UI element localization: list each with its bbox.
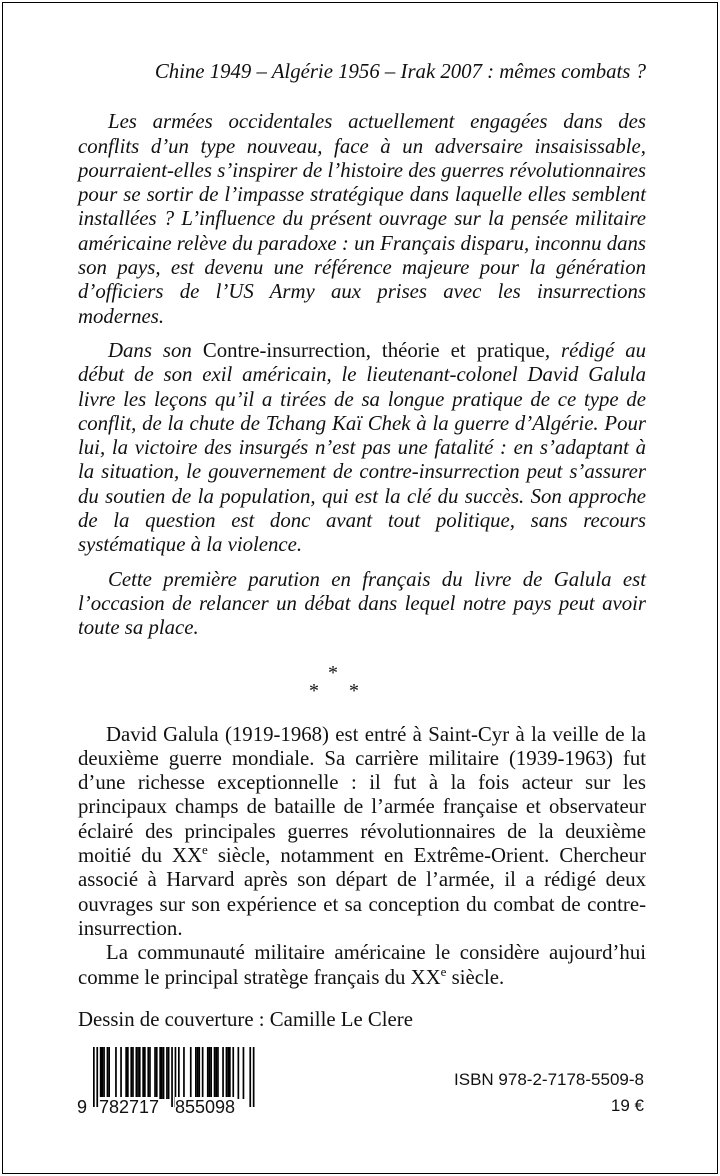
barcode-bar: [136, 1047, 138, 1099]
barcode-bar: [210, 1047, 212, 1099]
barcode-bar: [161, 1047, 163, 1099]
barcode-bar: [183, 1047, 185, 1099]
barcode-bar: [108, 1047, 110, 1099]
bio-paragraph-2: [78, 941, 646, 990]
barcode-bar: [144, 1047, 146, 1099]
section-separator: [78, 661, 646, 701]
barcode-bar: [142, 1047, 144, 1099]
barcode-group-1: 782717: [99, 1097, 160, 1117]
separator-star-left: *: [309, 679, 319, 702]
bio-p1-superscript: e: [202, 842, 208, 858]
barcode-bar: [217, 1047, 219, 1099]
barcode-bar: [107, 1047, 109, 1099]
barcode-bar: [215, 1047, 217, 1099]
barcode-bar: [227, 1047, 229, 1099]
isbn: ISBN 978-2-7178-5509-8: [454, 1070, 644, 1089]
barcode-bar: [178, 1047, 180, 1099]
barcode-bar: [115, 1047, 117, 1099]
barcode-bar: [149, 1047, 151, 1099]
blurb: [78, 110, 646, 640]
cover-credit: Dessin de couverture : Camille Le Clere: [78, 1007, 413, 1031]
barcode-bar: [103, 1047, 105, 1099]
blurb-p2-lead: Dans son: [108, 338, 203, 362]
barcode-bar: [139, 1047, 141, 1099]
barcode-bar: [154, 1047, 156, 1099]
barcode-bar: [198, 1047, 200, 1099]
barcode-bar: [132, 1047, 134, 1099]
bio-p2-text-b: siècle.: [446, 965, 505, 989]
bio-p1-text-b: siècle, notamment en Extrême-Orient. Chercheur associé à Harvard après son départ de l’armée, il a rédigé deux ouvrages sur son expérience et sa conception du combat de contre-insurrection.: [78, 844, 646, 940]
barcode-bar: [207, 1047, 209, 1099]
price: 19 €: [610, 1096, 644, 1115]
isbn-block: [454, 1067, 644, 1119]
separator-star-right: *: [349, 679, 359, 702]
barcode-bar: [195, 1047, 197, 1099]
barcode-bar: [229, 1047, 231, 1099]
blurb-p2-rest: , rédigé au début de son exil américain, le lieutenant-colonel David Galula livre les leçons qu’il a tirées de sa longue pratique de ce type de conflit, de la chute de Tchang Kaï Chek à la guerre d’Algérie. Pour lui, la victoire des insurgés n’est pas une fatalité : en s’adaptant à la situation, le gouvernement de contre-insurrection peut s’assurer du soutien de la population, qui est la clé du succès. Son approche de la question est donc avant tout politique, sans recours systématique à la violence.: [78, 338, 647, 557]
barcode-lead-digit: 9: [77, 1097, 88, 1117]
barcode-bar: [197, 1047, 199, 1099]
barcode-bar: [202, 1047, 204, 1099]
barcode-bar: [102, 1047, 104, 1099]
barcode-bar: [156, 1047, 158, 1099]
bio-p2-text-a: La communauté militaire américaine le considère aujourd’hui comme le principal stratège français du XX: [78, 941, 646, 989]
book-title: Contre-insurrection, théorie et pratique: [202, 338, 545, 362]
bio-paragraph-1: [78, 723, 646, 942]
blurb-paragraph-2: [78, 339, 646, 558]
barcode-digits: [75, 1097, 255, 1119]
barcode-bar: [243, 1047, 245, 1099]
cover-text: [78, 60, 646, 1053]
barcode-bar: [214, 1047, 216, 1099]
barcode: [75, 1047, 255, 1117]
barcode-bar: [137, 1047, 139, 1099]
barcode-bar: [226, 1047, 228, 1099]
barcode-bar: [159, 1047, 161, 1099]
bio-p2-superscript: e: [440, 963, 447, 979]
barcode-bar: [120, 1047, 122, 1099]
barcode-bar: [127, 1047, 129, 1099]
barcode-bar: [190, 1047, 192, 1099]
barcode-bar: [238, 1047, 240, 1099]
blurb-paragraph-1: Les armées occidentales actuellement engagées dans des conflits d’un type nouveau, face à un adversaire insaisissable, pourraient-elles s’inspirer de l’histoire des guerres révolutionnaires pour se sortir de l’impasse stratégique dans laquelle elles semblent installées ? L’influence du présent ouvrage sur la pensée militaire américaine relève du paradoxe : un Français disparu, inconnu dans son pays, est devenu une référence majeure pour la génération d’officiers de l’US Army aux prises avec les insurrections modernes.: [78, 110, 646, 328]
subtitle: Chine 1949 – Algérie 1956 – Irak 2007 : mêmes combats ?: [154, 60, 646, 83]
barcode-bar: [163, 1047, 165, 1099]
barcode-bar: [100, 1047, 102, 1099]
barcode-bar: [166, 1047, 168, 1099]
separator-star-top: *: [328, 661, 338, 684]
barcode-bar: [209, 1047, 211, 1099]
barcode-bar: [147, 1047, 149, 1099]
barcode-group-2: 855098: [175, 1097, 236, 1117]
barcode-bar: [168, 1047, 170, 1099]
author-bio: [78, 723, 646, 990]
barcode-bar: [125, 1047, 127, 1099]
barcode-bar: [232, 1047, 234, 1099]
barcode-bar: [130, 1047, 132, 1099]
barcode-bar: [222, 1047, 224, 1099]
bio-p1-text-a: David Galula (1919-1968) est entré à Saint-Cyr à la veille de la deuxième guerre mondiale. Sa carrière militaire (1939-1963) fut d’une richesse exceptionnelle : il fut à la fois acteur sur les principaux champs de bataille de l’armée française et observateur éclairé des principales guerres révolutionnaires de la deuxième moitié du XX: [78, 722, 646, 868]
blurb-paragraph-3: Cette première parution en français du livre de Galula est l’occasion de relancer un débat dans lequel notre pays peut avoir toute sa place.: [78, 567, 646, 640]
